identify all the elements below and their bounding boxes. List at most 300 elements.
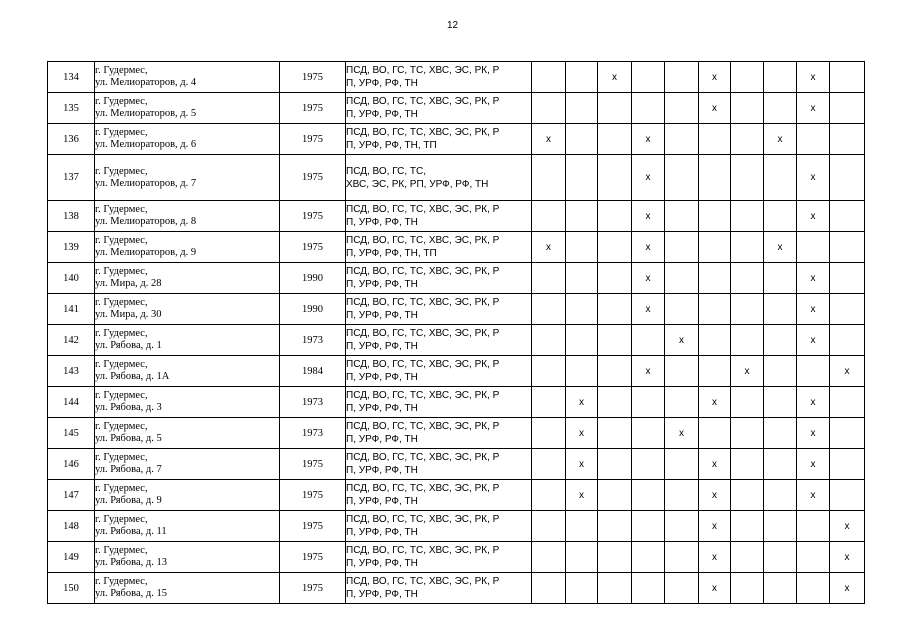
address-street: ул. Мира, д. 30 <box>95 309 162 320</box>
works-cell <box>346 325 532 356</box>
address-cell <box>95 542 280 573</box>
table-row <box>48 62 865 93</box>
mark-cell <box>598 155 632 201</box>
mark-cell <box>731 93 764 124</box>
mark-cell <box>764 201 797 232</box>
row-number: 136 <box>48 124 95 155</box>
address-cell <box>95 356 280 387</box>
table-row <box>48 325 865 356</box>
mark-cell <box>731 263 764 294</box>
address-city: г. Гудермес, <box>95 359 148 370</box>
mark-cell <box>665 480 699 511</box>
works-line-1: ПСД, ВО, ГС, ТС, ХВС, ЭС, РК, Р <box>346 483 500 494</box>
mark-cell <box>665 387 699 418</box>
mark-cell <box>598 387 632 418</box>
mark-cell <box>665 263 699 294</box>
mark-cell <box>532 325 566 356</box>
mark-cell: х <box>797 294 830 325</box>
mark-cell: х <box>764 232 797 263</box>
row-number: 139 <box>48 232 95 263</box>
mark-cell <box>830 325 865 356</box>
works-line-1: ПСД, ВО, ГС, ТС, <box>346 165 427 177</box>
row-number: 135 <box>48 93 95 124</box>
address-city: г. Гудермес, <box>95 297 148 308</box>
table-row <box>48 155 865 201</box>
mark-cell <box>566 263 598 294</box>
mark-cell <box>598 201 632 232</box>
works-line-2: П, УРФ, РФ, ТН <box>346 310 418 321</box>
works-cell <box>346 387 532 418</box>
mark-cell: х <box>764 124 797 155</box>
mark-cell <box>731 511 764 542</box>
works-cell <box>346 542 532 573</box>
address-cell <box>95 573 280 604</box>
mark-cell <box>764 93 797 124</box>
mark-cell: х <box>699 573 731 604</box>
mark-cell <box>699 294 731 325</box>
build-year: 1975 <box>280 232 346 263</box>
works-line-2: П, УРФ, РФ, ТН <box>346 109 418 120</box>
mark-cell <box>764 62 797 93</box>
row-number: 142 <box>48 325 95 356</box>
mark-cell <box>566 155 598 201</box>
mark-cell <box>797 356 830 387</box>
mark-cell <box>632 449 665 480</box>
address-street: ул. Рябова, д. 3 <box>95 402 162 413</box>
table-row <box>48 449 865 480</box>
works-cell <box>346 124 532 155</box>
mark-cell: х <box>699 62 731 93</box>
mark-cell <box>532 387 566 418</box>
mark-cell <box>731 325 764 356</box>
mark-cell <box>598 232 632 263</box>
mark-cell <box>764 542 797 573</box>
mark-cell: х <box>797 155 830 201</box>
mark-cell <box>532 155 566 201</box>
mark-cell <box>764 387 797 418</box>
works-line-2: П, УРФ, РФ, ТН <box>346 558 418 569</box>
mark-cell <box>632 418 665 449</box>
works-line-2: П, УРФ, РФ, ТН <box>346 589 418 600</box>
mark-cell <box>764 294 797 325</box>
works-line-1: ПСД, ВО, ГС, ТС, ХВС, ЭС, РК, Р <box>346 65 500 76</box>
mark-cell <box>764 263 797 294</box>
mark-cell: х <box>830 573 865 604</box>
mark-cell <box>665 62 699 93</box>
works-cell <box>346 62 532 93</box>
mark-cell <box>532 573 566 604</box>
mark-cell <box>665 511 699 542</box>
works-cell <box>346 418 532 449</box>
mark-cell <box>731 418 764 449</box>
build-year: 1975 <box>280 573 346 604</box>
table-row <box>48 480 865 511</box>
address-cell <box>95 232 280 263</box>
works-line-1: ПСД, ВО, ГС, ТС, ХВС, ЭС, РК, Р <box>346 204 500 215</box>
mark-cell <box>632 480 665 511</box>
mark-cell <box>699 155 731 201</box>
mark-cell <box>830 387 865 418</box>
mark-cell: х <box>797 418 830 449</box>
mark-cell <box>632 542 665 573</box>
mark-cell: х <box>797 325 830 356</box>
mark-cell <box>797 124 830 155</box>
mark-cell <box>830 124 865 155</box>
works-line-1: ПСД, ВО, ГС, ТС, ХВС, ЭС, РК, Р <box>346 359 500 370</box>
mark-cell <box>632 62 665 93</box>
address-city: г. Гудермес, <box>95 514 148 525</box>
address-city: г. Гудермес, <box>95 545 148 556</box>
table-row <box>48 232 865 263</box>
build-year: 1975 <box>280 542 346 573</box>
mark-cell <box>532 418 566 449</box>
row-number: 141 <box>48 294 95 325</box>
works-cell <box>346 356 532 387</box>
mark-cell <box>566 511 598 542</box>
address-cell <box>95 418 280 449</box>
works-line-2: П, УРФ, РФ, ТН <box>346 403 418 414</box>
works-cell <box>346 155 532 201</box>
mark-cell <box>665 356 699 387</box>
mark-cell <box>731 124 764 155</box>
mark-cell: х <box>632 232 665 263</box>
row-number: 137 <box>48 155 95 201</box>
mark-cell <box>797 573 830 604</box>
mark-cell: х <box>797 480 830 511</box>
address-city: г. Гудермес, <box>95 204 148 215</box>
mark-cell <box>532 542 566 573</box>
address-cell <box>95 155 280 201</box>
works-line-2: П, УРФ, РФ, ТН <box>346 496 418 507</box>
address-cell <box>95 449 280 480</box>
mark-cell <box>699 124 731 155</box>
works-line-1: ПСД, ВО, ГС, ТС, ХВС, ЭС, РК, Р <box>346 576 500 587</box>
works-line-2: П, УРФ, РФ, ТН <box>346 527 418 538</box>
address-city: г. Гудермес, <box>95 65 148 76</box>
works-cell <box>346 480 532 511</box>
works-line-2: П, УРФ, РФ, ТН <box>346 217 418 228</box>
address-city: г. Гудермес, <box>95 165 148 177</box>
mark-cell <box>566 124 598 155</box>
table-row <box>48 573 865 604</box>
row-number: 143 <box>48 356 95 387</box>
works-cell <box>346 511 532 542</box>
mark-cell: х <box>797 449 830 480</box>
mark-cell <box>532 263 566 294</box>
works-line-2: П, УРФ, РФ, ТН <box>346 279 418 290</box>
works-line-2: П, УРФ, РФ, ТН <box>346 78 418 89</box>
mark-cell: х <box>830 542 865 573</box>
table-row <box>48 356 865 387</box>
table-row <box>48 542 865 573</box>
mark-cell <box>665 201 699 232</box>
table-row <box>48 124 865 155</box>
address-cell <box>95 124 280 155</box>
mark-cell <box>632 325 665 356</box>
address-street: ул. Рябова, д. 13 <box>95 557 167 568</box>
mark-cell <box>665 294 699 325</box>
table-row <box>48 201 865 232</box>
works-line-2: П, УРФ, РФ, ТН <box>346 434 418 445</box>
mark-cell <box>532 62 566 93</box>
mark-cell <box>532 511 566 542</box>
mark-cell: х <box>699 93 731 124</box>
mark-cell <box>731 201 764 232</box>
mark-cell <box>731 542 764 573</box>
mark-cell <box>731 62 764 93</box>
works-line-1: ПСД, ВО, ГС, ТС, ХВС, ЭС, РК, Р <box>346 328 500 339</box>
table-row <box>48 93 865 124</box>
address-street: ул. Рябова, д. 1 <box>95 340 162 351</box>
mark-cell: х <box>566 449 598 480</box>
mark-cell <box>830 263 865 294</box>
mark-cell <box>797 511 830 542</box>
mark-cell <box>532 480 566 511</box>
mark-cell <box>797 542 830 573</box>
mark-cell <box>598 480 632 511</box>
works-line-2: П, УРФ, РФ, ТН <box>346 465 418 476</box>
works-line-1: ПСД, ВО, ГС, ТС, ХВС, ЭС, РК, Р <box>346 390 500 401</box>
address-city: г. Гудермес, <box>95 328 148 339</box>
mark-cell: х <box>632 263 665 294</box>
mark-cell: х <box>699 449 731 480</box>
build-year: 1975 <box>280 93 346 124</box>
mark-cell <box>830 480 865 511</box>
address-street: ул. Мелиораторов, д. 7 <box>95 177 197 189</box>
address-street: ул. Рябова, д. 5 <box>95 433 162 444</box>
address-street: ул. Мелиораторов, д. 5 <box>95 108 197 119</box>
table-row <box>48 263 865 294</box>
mark-cell <box>830 232 865 263</box>
build-year: 1975 <box>280 124 346 155</box>
mark-cell <box>699 325 731 356</box>
row-number: 145 <box>48 418 95 449</box>
mark-cell <box>830 93 865 124</box>
mark-cell <box>665 155 699 201</box>
works-line-1: ПСД, ВО, ГС, ТС, ХВС, ЭС, РК, Р <box>346 514 500 525</box>
row-number: 146 <box>48 449 95 480</box>
build-year: 1975 <box>280 449 346 480</box>
works-line-1: ПСД, ВО, ГС, ТС, ХВС, ЭС, РК, Р <box>346 235 500 246</box>
address-city: г. Гудермес, <box>95 483 148 494</box>
mark-cell: х <box>699 542 731 573</box>
mark-cell <box>598 511 632 542</box>
mark-cell <box>830 418 865 449</box>
address-cell <box>95 511 280 542</box>
mark-cell <box>632 573 665 604</box>
mark-cell: х <box>699 511 731 542</box>
mark-cell <box>598 124 632 155</box>
mark-cell: х <box>566 418 598 449</box>
address-city: г. Гудермес, <box>95 576 148 587</box>
build-year: 1984 <box>280 356 346 387</box>
works-line-1: ПСД, ВО, ГС, ТС, ХВС, ЭС, РК, Р <box>346 96 500 107</box>
mark-cell: х <box>632 294 665 325</box>
mark-cell <box>665 93 699 124</box>
mark-cell: х <box>665 418 699 449</box>
works-cell <box>346 93 532 124</box>
row-number: 134 <box>48 62 95 93</box>
mark-cell <box>830 155 865 201</box>
address-city: г. Гудермес, <box>95 127 148 138</box>
mark-cell <box>598 93 632 124</box>
mark-cell <box>632 511 665 542</box>
address-cell <box>95 263 280 294</box>
mark-cell <box>566 542 598 573</box>
works-line-2: П, УРФ, РФ, ТН <box>346 341 418 352</box>
mark-cell <box>731 155 764 201</box>
works-line-2: П, УРФ, РФ, ТН, ТП <box>346 248 437 259</box>
works-line-2: П, УРФ, РФ, ТН <box>346 372 418 383</box>
mark-cell: х <box>632 124 665 155</box>
mark-cell <box>764 480 797 511</box>
address-city: г. Гудермес, <box>95 235 148 246</box>
address-street: ул. Мелиораторов, д. 6 <box>95 139 197 150</box>
row-number: 150 <box>48 573 95 604</box>
table-body <box>48 62 865 604</box>
mark-cell: х <box>632 356 665 387</box>
works-cell <box>346 263 532 294</box>
mark-cell: х <box>699 480 731 511</box>
works-cell <box>346 573 532 604</box>
housing-repair-table <box>47 61 865 604</box>
row-number: 140 <box>48 263 95 294</box>
mark-cell: х <box>731 356 764 387</box>
table-row <box>48 418 865 449</box>
build-year: 1975 <box>280 201 346 232</box>
mark-cell <box>830 62 865 93</box>
row-number: 149 <box>48 542 95 573</box>
address-street: ул. Рябова, д. 11 <box>95 526 167 537</box>
mark-cell <box>764 155 797 201</box>
mark-cell <box>532 93 566 124</box>
mark-cell: х <box>830 356 865 387</box>
works-line-1: ПСД, ВО, ГС, ТС, ХВС, ЭС, РК, Р <box>346 452 500 463</box>
mark-cell: х <box>665 325 699 356</box>
table-row <box>48 294 865 325</box>
mark-cell <box>764 418 797 449</box>
mark-cell <box>665 232 699 263</box>
build-year: 1975 <box>280 511 346 542</box>
address-cell <box>95 93 280 124</box>
mark-cell: х <box>797 263 830 294</box>
mark-cell <box>532 356 566 387</box>
mark-cell <box>665 124 699 155</box>
works-line-2: П, УРФ, РФ, ТН, ТП <box>346 140 437 151</box>
mark-cell <box>598 449 632 480</box>
address-street: ул. Рябова, д. 1А <box>95 371 170 382</box>
mark-cell <box>830 201 865 232</box>
works-line-2: ХВС, ЭС, РК, РП, УРФ, РФ, ТН <box>346 178 489 190</box>
mark-cell: х <box>830 511 865 542</box>
mark-cell <box>731 480 764 511</box>
works-line-1: ПСД, ВО, ГС, ТС, ХВС, ЭС, РК, Р <box>346 421 500 432</box>
address-street: ул. Мира, д. 28 <box>95 278 162 289</box>
build-year: 1990 <box>280 294 346 325</box>
build-year: 1973 <box>280 325 346 356</box>
mark-cell <box>598 573 632 604</box>
mark-cell <box>699 356 731 387</box>
address-city: г. Гудермес, <box>95 96 148 107</box>
works-cell <box>346 232 532 263</box>
address-street: ул. Рябова, д. 9 <box>95 495 162 506</box>
mark-cell <box>731 232 764 263</box>
address-street: ул. Рябова, д. 7 <box>95 464 162 475</box>
row-number: 138 <box>48 201 95 232</box>
mark-cell <box>764 511 797 542</box>
mark-cell: х <box>797 387 830 418</box>
mark-cell <box>764 573 797 604</box>
mark-cell <box>731 449 764 480</box>
mark-cell <box>764 356 797 387</box>
mark-cell <box>731 294 764 325</box>
mark-cell <box>532 201 566 232</box>
mark-cell <box>598 418 632 449</box>
mark-cell <box>665 573 699 604</box>
mark-cell <box>830 294 865 325</box>
address-street: ул. Рябова, д. 15 <box>95 588 167 599</box>
mark-cell: х <box>532 232 566 263</box>
page-number: 12 <box>446 20 459 31</box>
mark-cell <box>566 356 598 387</box>
mark-cell <box>598 325 632 356</box>
row-number: 147 <box>48 480 95 511</box>
table-row <box>48 511 865 542</box>
works-cell <box>346 201 532 232</box>
build-year: 1973 <box>280 387 346 418</box>
mark-cell <box>699 263 731 294</box>
table-row <box>48 387 865 418</box>
address-city: г. Гудермес, <box>95 266 148 277</box>
mark-cell: х <box>632 155 665 201</box>
address-street: ул. Мелиораторов, д. 8 <box>95 216 197 227</box>
address-cell <box>95 294 280 325</box>
mark-cell <box>764 325 797 356</box>
mark-cell <box>731 387 764 418</box>
address-cell <box>95 480 280 511</box>
mark-cell <box>566 573 598 604</box>
address-street: ул. Мелиораторов, д. 9 <box>95 247 197 258</box>
mark-cell <box>532 449 566 480</box>
address-cell <box>95 62 280 93</box>
mark-cell <box>566 93 598 124</box>
mark-cell: х <box>598 62 632 93</box>
mark-cell <box>665 542 699 573</box>
mark-cell: х <box>566 387 598 418</box>
mark-cell <box>764 449 797 480</box>
build-year: 1990 <box>280 263 346 294</box>
mark-cell <box>598 356 632 387</box>
row-number: 148 <box>48 511 95 542</box>
build-year: 1975 <box>280 62 346 93</box>
works-line-1: ПСД, ВО, ГС, ТС, ХВС, ЭС, РК, Р <box>346 545 500 556</box>
mark-cell <box>797 232 830 263</box>
mark-cell <box>830 449 865 480</box>
address-city: г. Гудермес, <box>95 421 148 432</box>
mark-cell: х <box>699 387 731 418</box>
row-number: 144 <box>48 387 95 418</box>
works-line-1: ПСД, ВО, ГС, ТС, ХВС, ЭС, РК, Р <box>346 127 500 138</box>
mark-cell <box>566 201 598 232</box>
mark-cell: х <box>797 93 830 124</box>
build-year: 1975 <box>280 480 346 511</box>
mark-cell: х <box>566 480 598 511</box>
mark-cell <box>566 325 598 356</box>
mark-cell <box>665 449 699 480</box>
mark-cell: х <box>632 201 665 232</box>
mark-cell <box>731 573 764 604</box>
address-cell <box>95 387 280 418</box>
